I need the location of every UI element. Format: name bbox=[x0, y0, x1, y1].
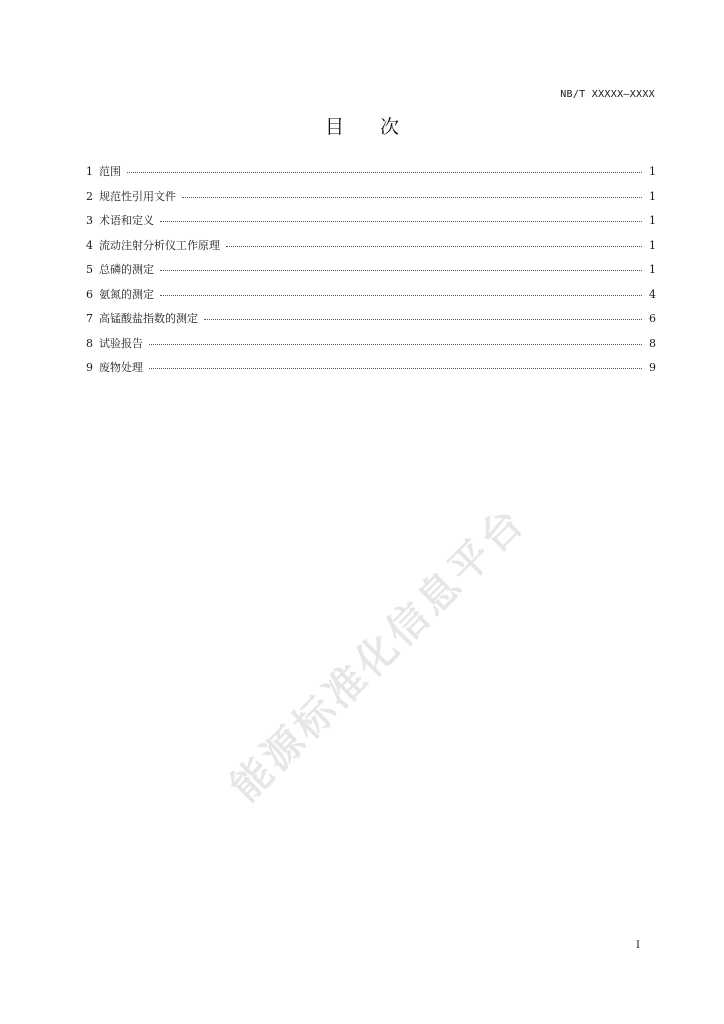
dot-leader bbox=[149, 334, 642, 345]
toc-entry[interactable] bbox=[86, 189, 656, 214]
toc-entry-number: 2 bbox=[86, 189, 93, 203]
toc-entry-page: 1 bbox=[649, 238, 656, 252]
toc-entry-page: 9 bbox=[649, 361, 656, 374]
toc-entry-page: 1 bbox=[649, 263, 656, 276]
toc-entry[interactable] bbox=[86, 336, 656, 361]
toc-entry-label: 术语和定义 bbox=[99, 214, 154, 227]
page-number: I bbox=[636, 940, 640, 951]
toc-entry-label: 废物处理 bbox=[99, 361, 143, 374]
toc-entry-number: 4 bbox=[86, 238, 93, 252]
toc-entry-page: 4 bbox=[649, 287, 656, 301]
toc-entry-label: 范围 bbox=[99, 165, 121, 178]
toc-entry-page: 1 bbox=[649, 189, 656, 203]
toc-entry-label: 流动注射分析仪工作原理 bbox=[99, 238, 220, 252]
toc-entry-number: 6 bbox=[86, 287, 93, 301]
toc-entry[interactable] bbox=[86, 238, 656, 263]
dot-leader bbox=[226, 236, 642, 247]
dot-leader bbox=[127, 162, 642, 173]
watermark: 能源标准化信息平台 bbox=[222, 498, 535, 811]
dot-leader bbox=[160, 285, 642, 296]
toc-entry-number: 9 bbox=[86, 361, 93, 374]
table-of-contents bbox=[86, 164, 656, 385]
toc-entry[interactable] bbox=[86, 311, 656, 336]
toc-entry-label: 高锰酸盐指数的测定 bbox=[99, 312, 198, 325]
toc-entry[interactable] bbox=[86, 262, 656, 287]
toc-entry-page: 8 bbox=[649, 336, 656, 350]
toc-entry-label: 总磷的测定 bbox=[99, 263, 154, 276]
toc-entry[interactable] bbox=[86, 287, 656, 312]
dot-leader bbox=[149, 358, 642, 369]
toc-entry-number: 8 bbox=[86, 336, 93, 350]
document-number: NB/T XXXXX—XXXX bbox=[560, 89, 655, 100]
toc-entry-number: 5 bbox=[86, 263, 93, 276]
toc-entry[interactable] bbox=[86, 164, 656, 189]
dot-leader bbox=[182, 187, 642, 198]
toc-entry[interactable] bbox=[86, 213, 656, 238]
page-title: 目次 bbox=[324, 116, 435, 138]
toc-entry-label: 氨氮的测定 bbox=[99, 287, 154, 301]
toc-entry[interactable] bbox=[86, 360, 656, 385]
toc-entry-label: 规范性引用文件 bbox=[99, 189, 176, 203]
dot-leader bbox=[204, 309, 642, 320]
toc-entry-number: 1 bbox=[86, 165, 93, 178]
dot-leader bbox=[160, 260, 642, 271]
toc-entry-label: 试验报告 bbox=[99, 336, 143, 350]
toc-entry-number: 7 bbox=[86, 312, 93, 325]
toc-entry-page: 1 bbox=[649, 214, 656, 227]
toc-entry-page: 6 bbox=[649, 312, 656, 325]
toc-entry-page: 1 bbox=[649, 165, 656, 178]
toc-entry-number: 3 bbox=[86, 214, 93, 227]
dot-leader bbox=[160, 211, 642, 222]
